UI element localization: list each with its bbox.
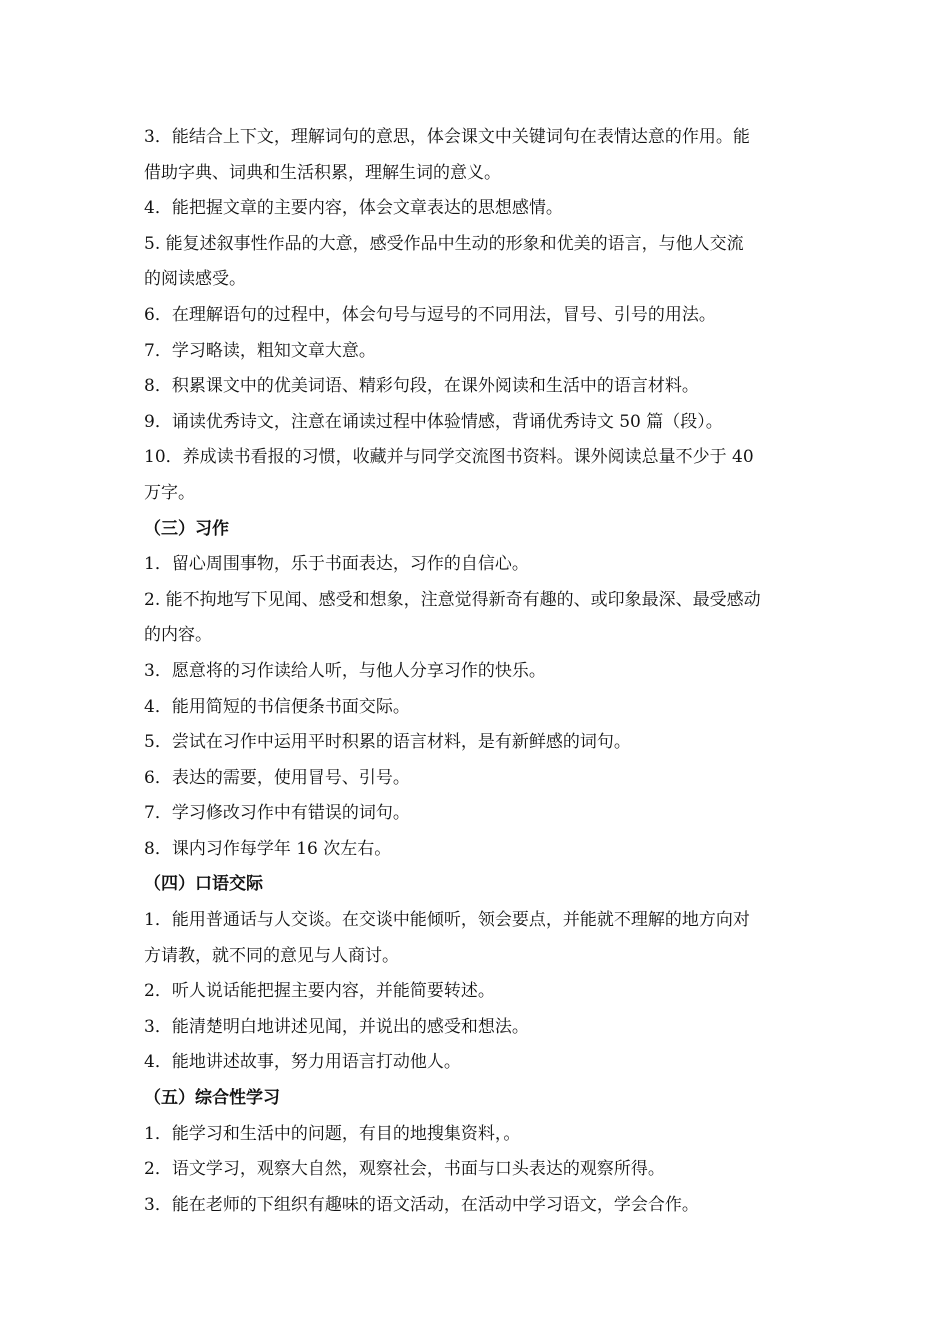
text-line: 的阅读感受。 — [144, 269, 246, 290]
text-line: 方请教，就不同的意见与人商讨。 — [144, 945, 399, 966]
text-line: 1．留心周围事物，乐于书面表达，习作的自信心。 — [144, 554, 529, 575]
text-line: 6．表达的需要，使用冒号、引号。 — [144, 767, 410, 788]
text-line: 4．能把握文章的主要内容，体会文章表达的思想感情。 — [144, 198, 563, 219]
text-line: 3．愿意将的习作读给人听，与他人分享习作的快乐。 — [144, 660, 546, 681]
section-heading: （五）综合性学习 — [144, 1088, 280, 1109]
text-line: 10．养成读书看报的习惯，收藏并与同学交流图书资料。课外阅读总量不少于 40 — [144, 447, 754, 468]
text-line: 3．能结合上下文，理解词句的意思，体会课文中关键词句在表情达意的作用。能 — [144, 127, 750, 147]
section-heading: （三）习作 — [144, 518, 229, 539]
text-line: 9．诵读优秀诗文，注意在诵读过程中体验情感，背诵优秀诗文 50 篇（段）。 — [144, 411, 723, 432]
text-line: 万字。 — [144, 482, 195, 503]
text-line: 4．能地讲述故事，努力用语言打动他人。 — [144, 1052, 461, 1073]
text-line: 的内容。 — [144, 625, 212, 646]
text-line: 7．学习修改习作中有错误的词句。 — [144, 803, 410, 824]
text-line: 4．能用简短的书信便条书面交际。 — [144, 696, 410, 717]
text-line: 2．语文学习，观察大自然，观察社会，书面与口头表达的观察所得。 — [144, 1159, 665, 1180]
text-line: 2. 能不拘地写下见闻、感受和想象，注意觉得新奇有趣的、或印象最深、最受感动 — [144, 589, 761, 610]
text-line: 7．学习略读，粗知文章大意。 — [144, 340, 376, 361]
text-line: 2．听人说话能把握主要内容，并能简要转述。 — [144, 981, 495, 1002]
text-line: 5．尝试在习作中运用平时积累的语言材料，是有新鲜感的词句。 — [144, 732, 631, 753]
document-page — [144, 120, 814, 1223]
text-line: 8．课内习作每学年 16 次左右。 — [144, 838, 392, 859]
text-line: 5. 能复述叙事性作品的大意，感受作品中生动的形象和优美的语言，与他人交流 — [144, 233, 744, 254]
text-line: 借助字典、词典和生活积累，理解生词的意义。 — [144, 162, 501, 183]
text-line: 1．能用普通话与人交谈。在交谈中能倾听，领会要点，并能就不理解的地方向对 — [144, 910, 750, 931]
text-line: 3．能清楚明白地讲述见闻，并说出的感受和想法。 — [144, 1016, 529, 1037]
section-heading: （四）口语交际 — [144, 874, 263, 895]
text-line: 8．积累课文中的优美词语、精彩句段，在课外阅读和生活中的语言材料。 — [144, 376, 699, 397]
text-line: 6．在理解语句的过程中，体会句号与逗号的不同用法，冒号、引号的用法。 — [144, 304, 716, 325]
text-line: 3．能在老师的下组织有趣味的语文活动，在活动中学习语文，学会合作。 — [144, 1194, 699, 1215]
text-line: 1．能学习和生活中的问题，有目的地搜集资料，。 — [144, 1123, 521, 1144]
